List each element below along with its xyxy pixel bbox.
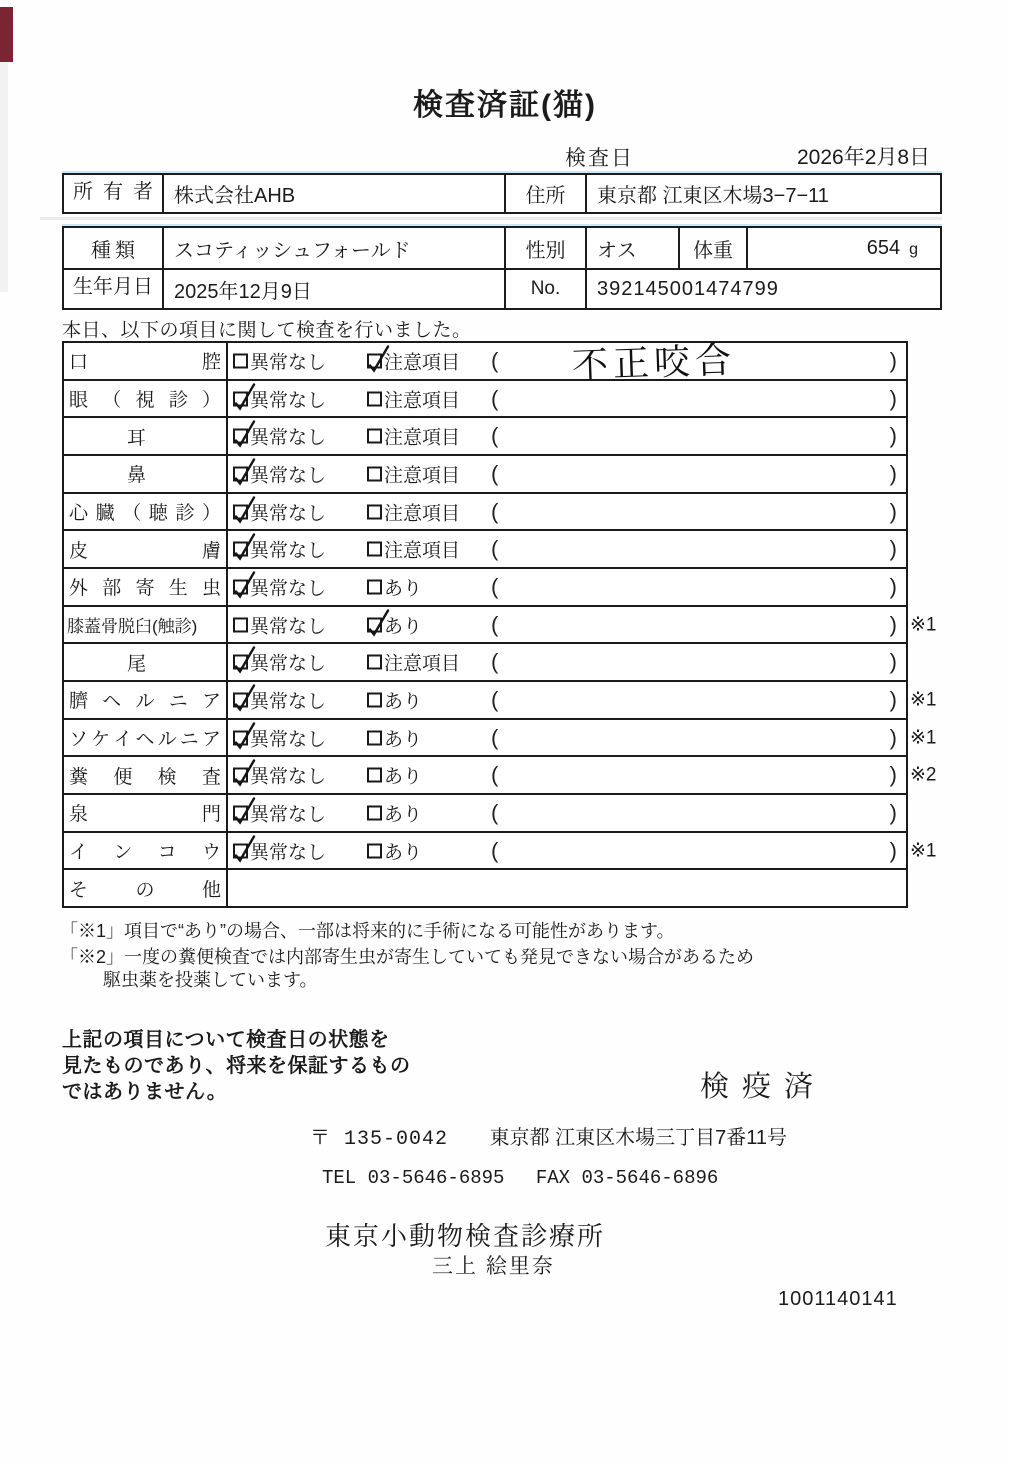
exam-item-content xyxy=(228,531,906,567)
option-no-abnormality xyxy=(233,611,326,638)
option-attention xyxy=(367,536,460,563)
exam-item-label: 眼 （ 視 診 ） xyxy=(64,381,228,417)
exam-item-content xyxy=(228,644,906,680)
option-label: 異常なし xyxy=(250,465,327,487)
option-label: 異常なし xyxy=(250,729,327,751)
paren-close: ) xyxy=(889,611,897,637)
paren-close: ) xyxy=(889,347,897,373)
option-label: 注意項目 xyxy=(384,653,461,675)
exam-item-content xyxy=(228,833,937,869)
table-row xyxy=(64,868,906,906)
table-row xyxy=(64,416,906,454)
paren-open: ( xyxy=(491,573,499,599)
paren-open: ( xyxy=(491,762,499,788)
checkbox-icon xyxy=(367,617,382,632)
tel-number: TEL 03-5646-6895 xyxy=(322,1167,505,1189)
weight-unit: g xyxy=(909,241,918,258)
option-label: 異常なし xyxy=(250,503,327,525)
paren-close: ) xyxy=(889,536,897,562)
option-label: 異常なし xyxy=(250,578,327,600)
checkmark-icon xyxy=(232,456,258,486)
paren-close: ) xyxy=(889,649,897,675)
checkbox-icon xyxy=(367,466,382,481)
checkbox-icon xyxy=(367,805,382,820)
exam-item-label: そ の 他 xyxy=(64,870,228,906)
owner-row xyxy=(64,175,940,212)
option-label: 注意項目 xyxy=(384,503,461,525)
option-no-abnormality xyxy=(233,837,326,864)
table-row xyxy=(64,454,906,492)
owner-value: 株式会社AHB xyxy=(162,175,504,212)
option-attention xyxy=(367,498,460,525)
footnote-2-cont: 駆虫薬を投薬しています。 xyxy=(103,970,318,990)
paren-close: ) xyxy=(889,498,897,524)
sex-label: 性別 xyxy=(504,228,585,268)
table-row xyxy=(64,793,906,831)
birth-row xyxy=(64,268,940,308)
checkbox-icon xyxy=(233,579,248,594)
checkbox-icon xyxy=(233,391,248,406)
checkmark-icon xyxy=(232,645,258,675)
checkbox-icon xyxy=(233,353,248,368)
exam-item-label: イ ン コ ウ xyxy=(64,833,228,869)
paren-open: ( xyxy=(491,498,499,524)
option-label: 異常なし xyxy=(250,352,327,374)
exam-item-content xyxy=(228,607,937,643)
serial-number: 1001140141 xyxy=(778,1288,898,1310)
option-label: あり xyxy=(384,616,423,638)
option-attention xyxy=(367,649,460,676)
option-attention xyxy=(367,573,422,600)
paren-open: ( xyxy=(491,536,499,562)
checkmark-icon xyxy=(232,494,258,524)
exam-item-content xyxy=(228,682,937,718)
option-attention xyxy=(367,762,422,789)
paren-open: ( xyxy=(491,347,499,373)
checkmark-icon xyxy=(232,833,258,863)
exam-item-label: 鼻 xyxy=(64,456,228,492)
exam-item-content xyxy=(228,381,906,417)
option-label: 異常なし xyxy=(250,616,327,638)
exam-item-label: 口 腔 xyxy=(64,343,228,379)
clinic-postal-line xyxy=(310,1121,787,1151)
paren-close: ) xyxy=(889,460,897,486)
checkbox-icon xyxy=(233,542,248,557)
checkbox-icon xyxy=(233,504,248,519)
exam-item-label: 尾 xyxy=(64,644,228,680)
checkbox-icon xyxy=(233,843,248,858)
checkbox-icon xyxy=(367,579,382,594)
checkbox-icon xyxy=(233,655,248,670)
option-attention xyxy=(367,724,422,751)
exam-item-label: ソ ケ イ ヘ ル ニ ア xyxy=(64,720,228,756)
paren-open: ( xyxy=(491,385,499,411)
checkbox-icon xyxy=(367,730,382,745)
option-no-abnormality xyxy=(233,573,326,600)
option-label: あり xyxy=(384,691,423,713)
footnote-ref: ※1 xyxy=(910,727,937,749)
option-label: 異常なし xyxy=(250,427,327,449)
exam-item-label: 臍 ヘ ル ニ ア xyxy=(64,682,228,718)
checkmark-icon xyxy=(366,607,392,637)
checkbox-icon xyxy=(233,692,248,707)
checkmark-icon xyxy=(232,532,258,562)
disclaimer-line-2: 見たものであり、将来を保証するもの xyxy=(62,1055,411,1077)
checkbox-icon xyxy=(367,655,382,670)
paren-close: ) xyxy=(889,724,897,750)
exam-item-label: 耳 xyxy=(64,418,228,454)
weight-value xyxy=(746,228,940,268)
owner-label: 所有者 xyxy=(73,181,153,203)
checkbox-icon xyxy=(367,504,382,519)
option-label: 注意項目 xyxy=(384,540,461,562)
checkbox-icon xyxy=(367,429,382,444)
option-no-abnormality xyxy=(233,686,326,713)
checkbox-icon xyxy=(367,843,382,858)
footnote-ref: ※2 xyxy=(910,764,937,786)
checkmark-icon xyxy=(232,419,258,449)
table-row xyxy=(64,529,906,567)
scan-edge-artifact xyxy=(0,7,13,62)
disclaimer-statement xyxy=(62,1027,411,1105)
option-label: 異常なし xyxy=(250,804,327,826)
option-no-abnormality xyxy=(233,649,326,676)
quarantine-stamp: 検疫済 xyxy=(700,1071,827,1103)
paren-close: ) xyxy=(889,385,897,411)
exam-item-content xyxy=(228,339,906,386)
footnote-ref: ※1 xyxy=(910,689,937,711)
paren-open: ( xyxy=(491,611,499,637)
clinic-address: 東京都 江東区木場三丁目7番11号 xyxy=(489,1127,788,1149)
option-attention xyxy=(367,423,460,450)
option-attention xyxy=(367,460,460,487)
animal-info-table xyxy=(62,226,942,310)
option-no-abnormality xyxy=(233,423,326,450)
table-row xyxy=(64,567,906,605)
weight-number: 654 xyxy=(866,236,901,259)
paren-close: ) xyxy=(889,799,897,825)
footnote-1: 「※1」項目で“あり”の場合、一部は将来的に手術になる可能性があります。 xyxy=(60,921,675,941)
exam-item-label: 糞 便 検 査 xyxy=(64,757,228,793)
option-label: 異常なし xyxy=(250,842,327,864)
exam-item-content xyxy=(228,795,906,831)
exam-item-label: 膝蓋骨脱臼(触診) xyxy=(64,607,228,643)
table-row xyxy=(64,831,937,869)
table-row xyxy=(64,718,937,756)
checkbox-icon xyxy=(233,617,248,632)
paren-open: ( xyxy=(491,649,499,675)
checkbox-icon xyxy=(367,542,382,557)
clinic-tel-line xyxy=(322,1167,718,1189)
weight-label: 体重 xyxy=(678,228,746,268)
sex-value: オス xyxy=(585,228,678,268)
table-row xyxy=(64,755,937,793)
inspection-date-label: 検査日 xyxy=(565,147,634,170)
option-label: あり xyxy=(384,804,423,826)
page-title: 検査済証(猫) xyxy=(413,89,597,122)
option-no-abnormality xyxy=(233,460,326,487)
option-no-abnormality xyxy=(233,498,326,525)
breed-label: 種類 xyxy=(91,239,139,262)
checkmark-icon xyxy=(232,720,258,750)
exam-item-label: 皮 膚 xyxy=(64,531,228,567)
exam-item-content xyxy=(228,569,906,605)
exam-table xyxy=(62,339,937,908)
option-label: 注意項目 xyxy=(384,390,461,411)
address-label: 住所 xyxy=(504,175,585,212)
checkmark-icon xyxy=(232,758,258,788)
checkbox-icon xyxy=(233,805,248,820)
checkbox-icon xyxy=(367,692,382,707)
paren-close: ) xyxy=(889,762,897,788)
option-label: 異常なし xyxy=(250,540,327,562)
table-row xyxy=(64,379,906,417)
paren-open: ( xyxy=(491,460,499,486)
table-row xyxy=(64,492,906,530)
paren-close: ) xyxy=(889,423,897,449)
option-no-abnormality xyxy=(233,799,326,826)
checkmark-icon xyxy=(232,795,258,825)
paren-open: ( xyxy=(491,423,499,449)
option-label: あり xyxy=(384,842,423,864)
paren-open: ( xyxy=(491,837,499,863)
option-label: 注意項目 xyxy=(384,427,461,449)
paren-close: ) xyxy=(889,837,897,863)
paren-close: ) xyxy=(889,573,897,599)
handwritten-note: 不正咬合 xyxy=(571,339,737,386)
table-row xyxy=(64,642,906,680)
option-no-abnormality xyxy=(233,347,326,374)
no-label: No. xyxy=(504,270,585,308)
exam-item-label: 心 臓 （ 聴 診 ） xyxy=(64,494,228,530)
option-label: 注意項目 xyxy=(384,465,461,487)
checkbox-icon xyxy=(367,353,382,368)
postal-code: 〒 135-0042 xyxy=(310,1128,449,1151)
option-no-abnormality xyxy=(233,536,326,563)
option-attention xyxy=(367,799,422,826)
birth-label: 生年月日 xyxy=(73,276,153,298)
option-label: 異常なし xyxy=(250,766,327,788)
option-label: あり xyxy=(384,729,423,751)
address-value: 東京都 江東区木場3−7−11 xyxy=(585,175,940,212)
breed-row xyxy=(64,228,940,268)
exam-item-label: 外 部 寄 生 虫 xyxy=(64,569,228,605)
footnote-ref: ※1 xyxy=(910,614,937,636)
option-label: あり xyxy=(384,578,423,600)
checkmark-icon xyxy=(366,343,392,373)
exam-intro-text: 本日、以下の項目に関して検査を行いました。 xyxy=(62,320,472,341)
table-row xyxy=(64,339,906,386)
option-label: 注意項目 xyxy=(384,352,461,374)
option-no-abnormality xyxy=(233,385,326,412)
paren-open: ( xyxy=(491,686,499,712)
examiner-name: 三上 絵里奈 xyxy=(432,1255,555,1278)
owner-table xyxy=(62,173,942,214)
checkbox-icon xyxy=(233,730,248,745)
table-row xyxy=(64,680,937,718)
option-no-abnormality xyxy=(233,762,326,789)
exam-item-content xyxy=(228,757,937,793)
exam-item-content xyxy=(228,720,937,756)
option-label: 異常なし xyxy=(250,390,327,411)
option-attention xyxy=(367,347,460,374)
checkbox-icon xyxy=(367,391,382,406)
option-label: 異常なし xyxy=(250,653,327,675)
exam-item-content xyxy=(228,456,906,492)
option-label: 異常なし xyxy=(250,691,327,713)
birth-value: 2025年12月9日 xyxy=(162,270,504,308)
option-no-abnormality xyxy=(233,724,326,751)
footnote-2: 「※2」一度の糞便検査では内部寄生虫が寄生していても発見できない場合があるため xyxy=(60,947,755,967)
table-row xyxy=(64,605,937,643)
no-value: 392145001474799 xyxy=(585,270,940,308)
breed-value: スコティッシュフォールド xyxy=(162,228,504,268)
checkbox-icon xyxy=(233,466,248,481)
disclaimer-line-3: ではありません。 xyxy=(62,1081,228,1103)
checkbox-icon xyxy=(233,429,248,444)
exam-item-content xyxy=(228,418,906,454)
scan-line-artifact xyxy=(40,217,942,220)
option-attention xyxy=(367,385,460,412)
footnote-ref: ※1 xyxy=(910,840,937,862)
clinic-name: 東京小動物検査診療所 xyxy=(325,1221,606,1251)
checkbox-icon xyxy=(233,768,248,783)
option-attention xyxy=(367,611,422,638)
exam-item-content xyxy=(228,870,906,906)
option-label: あり xyxy=(384,766,423,788)
checkmark-icon xyxy=(232,569,258,599)
checkmark-icon xyxy=(232,682,258,712)
checkmark-icon xyxy=(232,381,258,411)
inspection-date-value: 2026年2月8日 xyxy=(797,146,931,169)
option-attention xyxy=(367,837,422,864)
paren-open: ( xyxy=(491,724,499,750)
paren-close: ) xyxy=(889,686,897,712)
option-attention xyxy=(367,686,422,713)
exam-item-content xyxy=(228,494,906,530)
fax-number: FAX 03-5646-6896 xyxy=(535,1167,719,1189)
exam-item-label: 泉 門 xyxy=(64,795,228,831)
paren-open: ( xyxy=(491,799,499,825)
checkbox-icon xyxy=(367,768,382,783)
disclaimer-line-1: 上記の項目について検査日の状態を xyxy=(62,1029,390,1051)
